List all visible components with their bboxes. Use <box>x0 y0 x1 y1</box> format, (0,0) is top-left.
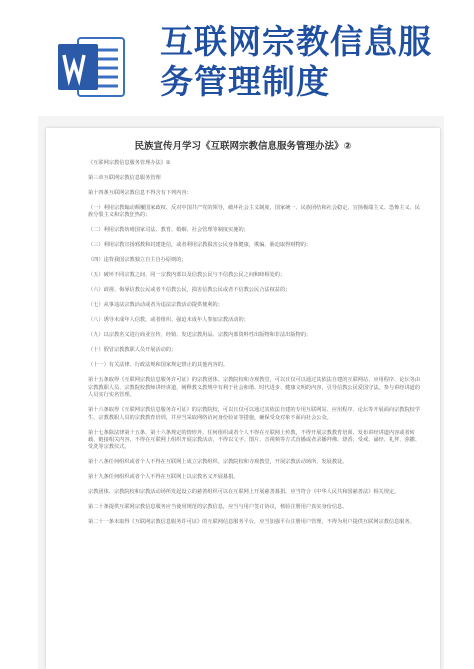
document-paragraph: 第三章互联网宗教信息服务管理 <box>88 175 161 181</box>
document-paragraph: （九）以宗教名义进行商业宣传，经销、发送宗教用品、宗教内部资料性出版物和非法出版物的； <box>88 332 312 339</box>
document-paragraph: 第十五条取得《互联网宗教信息服务许可证》的宗教团体、宗教院校和寺观教堂，可以且仅可以通过其依法自建的互联网站、应用程序、论坛等由宗教教职人员、宗教院校教师讲经讲道，阐释教义教规中有利于社会和谐、时代进步、健康文明的内容，引导信教公民爱国守法。参与讲经讲道的人员实行实名管理。 <box>88 377 421 399</box>
document-paragraph: 第十七条除法律第十五条、第十六条规定的情形外，任何组织或者个人不得在互联网上传教，不得开展宗教教育培训、发布讲经讲道内容或者转载、链接相关内容，不得在互联网上组织开展宗教活动，不得以文字、图片、音视频等方式直播或者录播拜佛、烧香、受戒、诵经、礼拜、弥撒、受洗等宗教仪式。 <box>88 429 421 451</box>
document-paragraph: （三）利用宗教宣扬邪教和封建迷信，或者利用宗教损害公民身体健康，欺骗、胁迫取得财物的； <box>88 242 312 249</box>
title-line-2: 务管理制度 <box>160 62 330 101</box>
document-paragraph: （五）破坏不同宗教之间、同一宗教内部以及信教公民与不信教公民之间和睦相处的； <box>88 272 286 279</box>
title-line-1: 互联网宗教信息服 <box>160 22 432 61</box>
document-paragraph: （六）歧视、侮辱信教公民或者不信教公民，损害信教公民或者不信教公民合法权益的； <box>88 287 291 294</box>
document-paragraph: （十一）有关法律、行政法规和国家规定禁止的其他内容的。 <box>88 362 229 369</box>
document-paragraph: 第十四条互联网宗教信息不得含有下列内容： <box>88 190 192 196</box>
document-paragraph: 第十六条取得《互联网宗教信息服务许可证》的宗教院校，可以且仅可以通过其依法自建的专用互联网站、应用程序、论坛等开展面向宗教院校学生、宗教教职人员的宗教教育培训，并应当采取网络访问身份验证等措施，确保受众对象不面向社会公众。 <box>88 407 421 421</box>
document-body <box>88 160 420 534</box>
document-paragraph: （七）从事违法宗教活动或者为违法宗教活动提供便利的； <box>88 302 223 309</box>
document-paragraph: （八）诱导未成年人信教，或者组织、强迫未成年人参加宗教活动的； <box>88 317 249 324</box>
document-paragraph: 第二十条提供互联网宗教信息服务应当使用规范的宗教信息，应当与用户签订协议，核验注册用户真实身份信息。 <box>88 504 348 511</box>
document-page <box>46 128 440 669</box>
document-paragraph: （二）利用宗教妨碍国家司法、教育、婚姻、社会管理等制度实施的； <box>88 227 249 234</box>
document-paragraph: 第十八条任何组织或者个人不得在互联网上成立宗教组织、宗教院校和寺观教堂，开展宗教活动场所、发展教徒。 <box>88 459 348 466</box>
document-paragraph: 《互联网宗教信息服务管理办法》② <box>88 160 171 166</box>
document-paragraph: （四）违背我国宗教独立自主自办原则的； <box>88 257 187 264</box>
header-banner <box>0 0 474 118</box>
document-title: 民族宣传月学习《互联网宗教信息服务管理办法》② <box>134 141 352 152</box>
document-paragraph: （十）假冒宗教教职人员开展活动的； <box>88 347 177 354</box>
page-title <box>160 22 470 102</box>
document-paragraph: （一）利用宗教煽动颠覆国家政权、反对中国共产党的领导，破坏社会主义制度、国家统一、民族团结和社会稳定，宣扬极端主义、恐怖主义、民族分裂主义和宗教狂热的； <box>88 205 421 219</box>
word-document-icon <box>56 36 128 98</box>
document-paragraph: 第十九条任何组织或者个人不得在互联网上以宗教名义开展募捐。 <box>88 474 239 481</box>
document-paragraph: 宗教团体、宗教院校和宗教活动场所发起设立的慈善组织可以在互联网上开展慈善募捐，应当符合《中华人民共和国慈善法》相关规定。 <box>88 489 400 496</box>
document-paragraph: 第二十一条未取得《互联网宗教信息服务许可证》的互联网信息服务平台，应当加强平台注册用户管理，不得为用户提供互联网宗教信息服务。 <box>88 519 415 526</box>
